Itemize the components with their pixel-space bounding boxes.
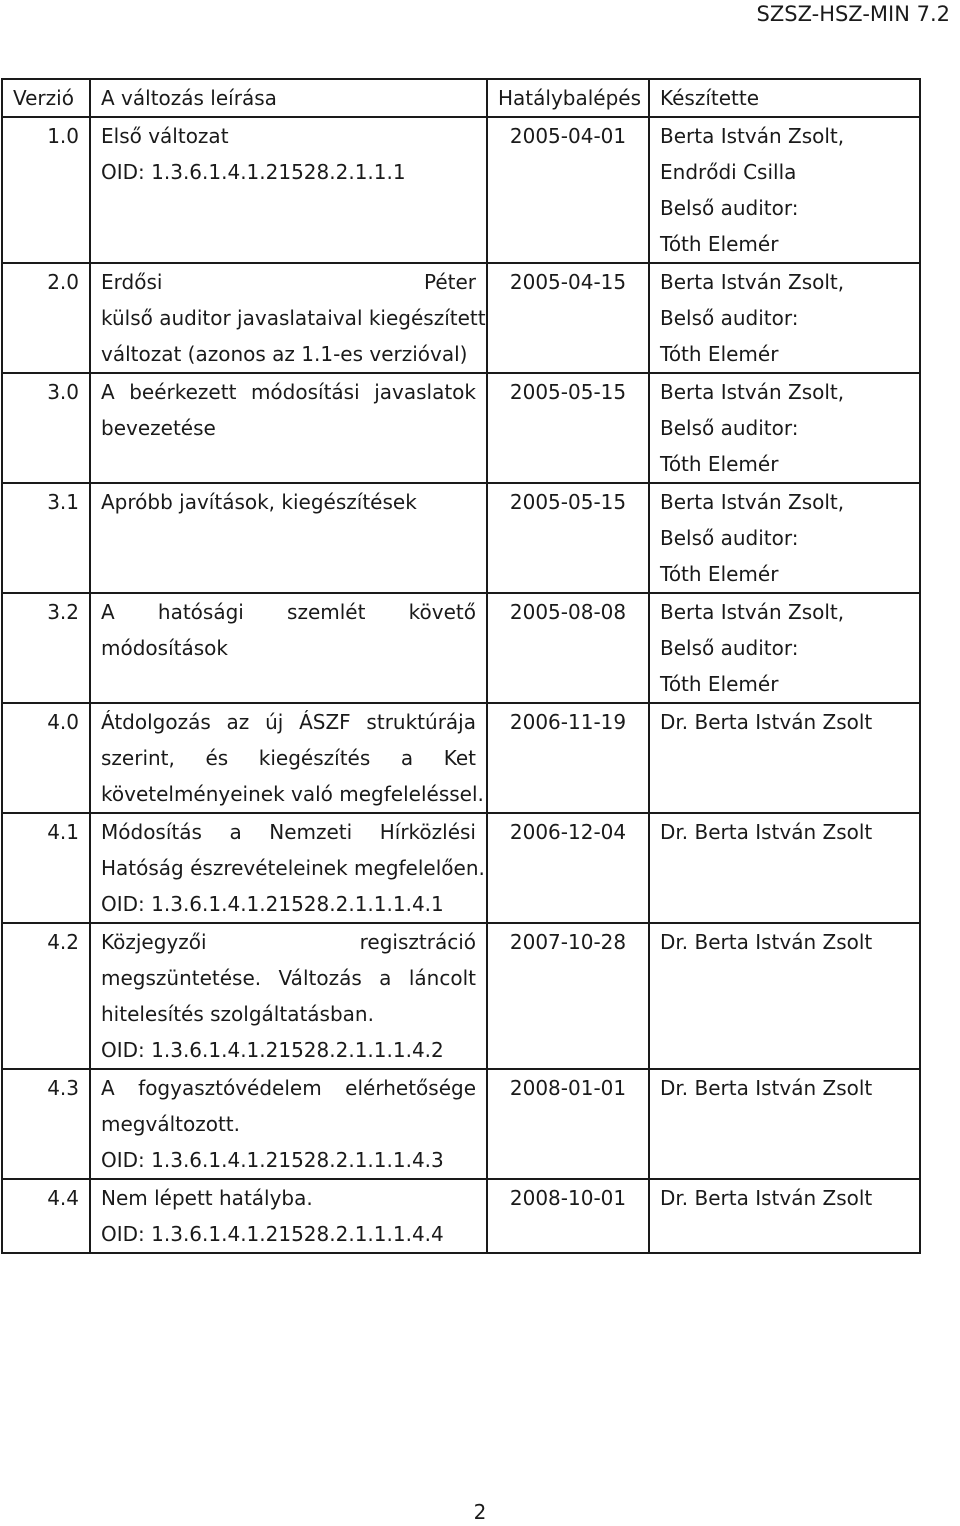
table-row [2,1069,920,1179]
table-row [2,923,920,1069]
table-row [2,703,920,813]
description-line: követelményeinek való megfeleléssel. [101,782,484,806]
effective-date-cell: 2005-04-15 [487,263,649,373]
description-line: OID: 1.3.6.1.4.1.21528.2.1.1.1.4.1 [101,892,444,916]
version-cell: 3.0 [2,373,90,483]
description-line: Első változat [101,124,229,148]
table-row [2,813,920,923]
version-cell: 4.4 [2,1179,90,1253]
author-cell [649,263,920,373]
description-line: Módosítás a Nemzeti Hírközlési [101,820,476,844]
description-cell [90,263,487,373]
description-line: megszüntetése. Változás a láncolt [101,966,476,990]
author-cell [649,923,920,1069]
description-cell [90,1179,487,1253]
column-header-version: Verzió [2,79,90,117]
version-cell: 3.2 [2,593,90,703]
description-cell [90,373,487,483]
author-cell [649,373,920,483]
author-line: Berta István Zsolt, [660,270,845,294]
author-line: Belső auditor: [660,416,799,440]
description-line: OID: 1.3.6.1.4.1.21528.2.1.1.1.4.4 [101,1222,444,1246]
author-line: Dr. Berta István Zsolt [660,930,873,954]
table-row [2,1179,920,1253]
description-cell [90,483,487,593]
author-line: Endrődi Csilla [660,160,797,184]
table-row [2,117,920,263]
description-line: A fogyasztóvédelem elérhetősége [101,1076,476,1100]
description-line: OID: 1.3.6.1.4.1.21528.2.1.1.1.4.3 [101,1148,444,1172]
effective-date-cell: 2005-04-01 [487,117,649,263]
column-header-description: A változás leírása [90,79,487,117]
author-cell [649,1069,920,1179]
effective-date-cell: 2008-01-01 [487,1069,649,1179]
description-line: bevezetése [101,416,216,440]
description-line: külső auditor javaslataival kiegészített [101,306,486,330]
description-line: Átdolgozás az új ÁSZF struktúrája [101,710,476,734]
author-cell [649,483,920,593]
version-cell: 3.1 [2,483,90,593]
author-cell [649,813,920,923]
description-cell [90,923,487,1069]
description-line: A beérkezett módosítási javaslatok [101,380,476,404]
effective-date-cell: 2006-12-04 [487,813,649,923]
author-line: Berta István Zsolt, [660,124,845,148]
table-row [2,373,920,483]
table-row [2,593,920,703]
author-cell [649,1179,920,1253]
description-cell [90,593,487,703]
author-line: Belső auditor: [660,196,799,220]
author-line: Belső auditor: [660,306,799,330]
description-line: A hatósági szemlét követő [101,600,476,624]
effective-date-cell: 2007-10-28 [487,923,649,1069]
description-line: Nem lépett hatályba. [101,1186,313,1210]
author-line: Tóth Elemér [660,232,779,256]
effective-date-cell: 2005-05-15 [487,483,649,593]
description-line: megváltozott. [101,1112,240,1136]
author-line: Dr. Berta István Zsolt [660,820,873,844]
table-row [2,263,920,373]
author-line: Dr. Berta István Zsolt [660,1076,873,1100]
author-line: Dr. Berta István Zsolt [660,710,873,734]
description-line: OID: 1.3.6.1.4.1.21528.2.1.1.1 [101,160,406,184]
author-line: Tóth Elemér [660,342,779,366]
table-header-row [2,79,920,117]
version-cell: 2.0 [2,263,90,373]
description-line: OID: 1.3.6.1.4.1.21528.2.1.1.1.4.2 [101,1038,444,1062]
author-line: Belső auditor: [660,636,799,660]
description-line: Hatóság észrevételeinek megfelelően. [101,856,485,880]
version-cell: 4.1 [2,813,90,923]
author-line: Tóth Elemér [660,452,779,476]
description-line: módosítások [101,636,228,660]
author-line: Berta István Zsolt, [660,380,845,404]
page-number: 2 [473,1500,487,1524]
version-cell: 4.2 [2,923,90,1069]
description-cell [90,813,487,923]
description-line: Közjegyzői regisztráció [101,930,476,954]
author-cell [649,703,920,813]
column-header-effective-date: Hatálybalépés [487,79,649,117]
effective-date-cell: 2005-08-08 [487,593,649,703]
version-cell: 4.0 [2,703,90,813]
description-line: Erdősi Péter [101,270,476,294]
effective-date-cell: 2008-10-01 [487,1179,649,1253]
table-row [2,483,920,593]
page-header [0,0,960,40]
author-cell [649,593,920,703]
description-line: szerint, és kiegészítés a Ket [101,746,476,770]
effective-date-cell: 2006-11-19 [487,703,649,813]
description-line: hitelesítés szolgáltatásban. [101,1002,374,1026]
description-cell [90,703,487,813]
description-cell [90,1069,487,1179]
author-cell [649,117,920,263]
description-line: Apróbb javítások, kiegészítések [101,490,417,514]
version-history-table [1,78,921,1254]
column-header-author: Készítette [649,79,920,117]
version-cell: 4.3 [2,1069,90,1179]
version-cell: 1.0 [2,117,90,263]
description-cell [90,117,487,263]
effective-date-cell: 2005-05-15 [487,373,649,483]
author-line: Tóth Elemér [660,562,779,586]
author-line: Berta István Zsolt, [660,600,845,624]
author-line: Tóth Elemér [660,672,779,696]
description-line: változat (azonos az 1.1-es verzióval) [101,342,468,366]
author-line: Berta István Zsolt, [660,490,845,514]
author-line: Belső auditor: [660,526,799,550]
document-id: SZSZ-HSZ-MIN 7.2 [756,2,950,26]
author-line: Dr. Berta István Zsolt [660,1186,873,1210]
